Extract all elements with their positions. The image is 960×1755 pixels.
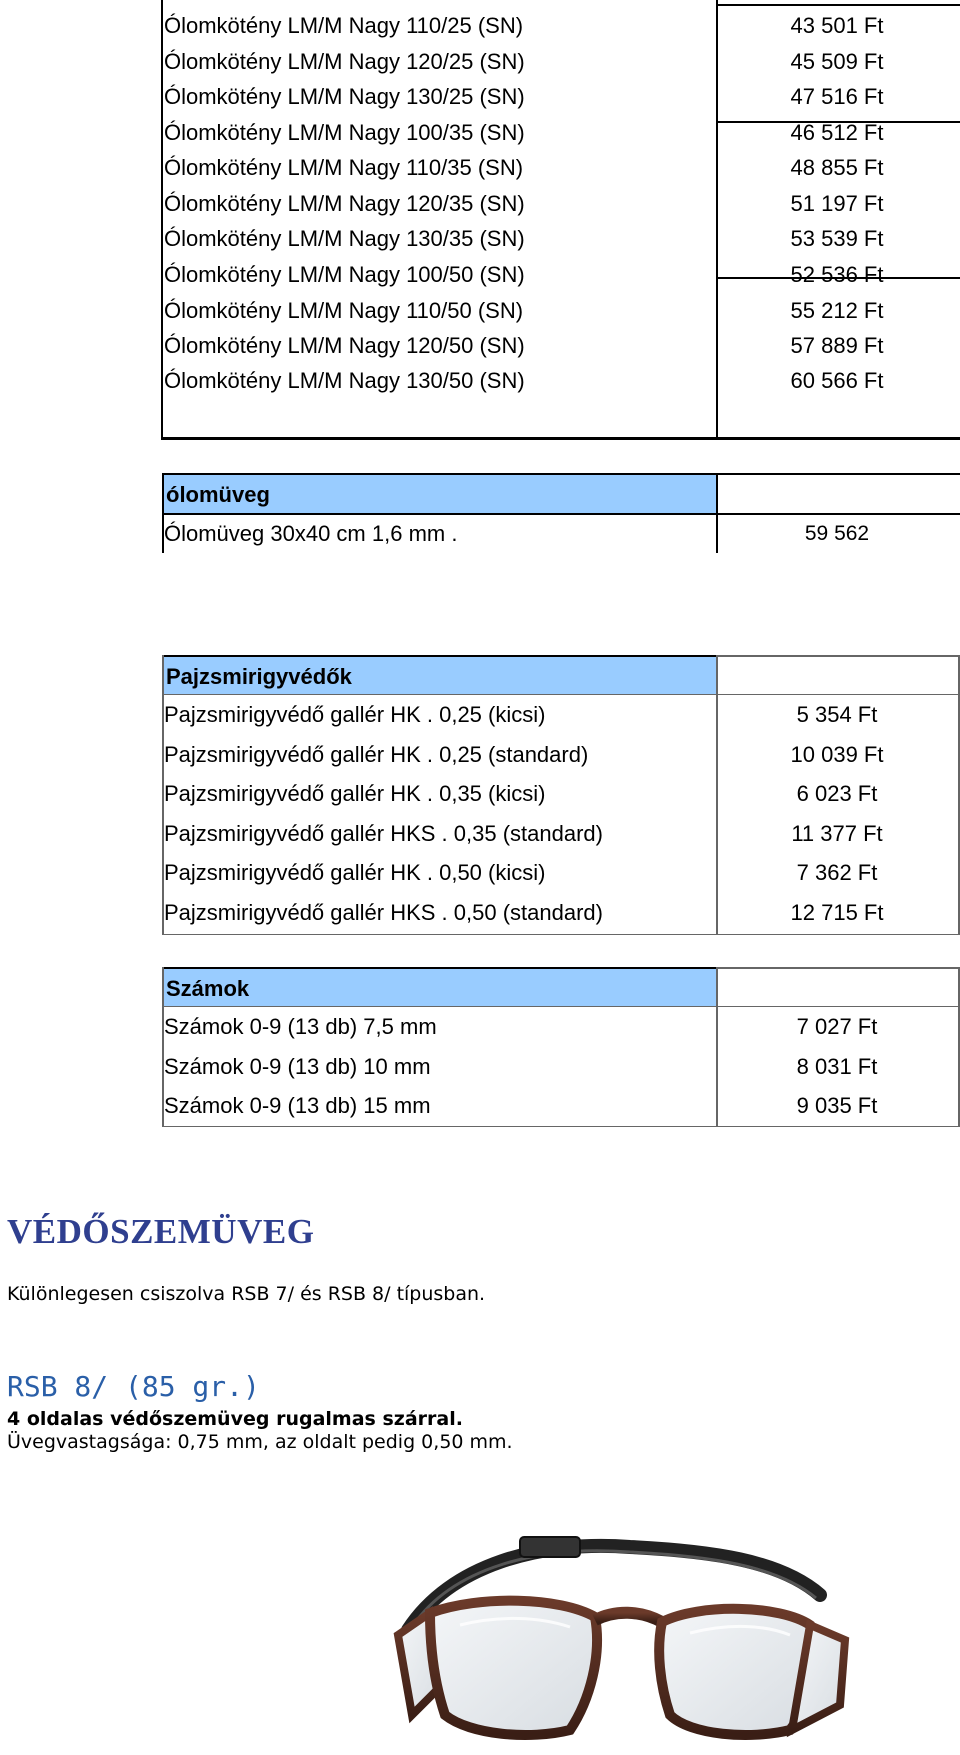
product-name: Számok 0-9 (13 db) 7,5 mm [164,1014,437,1039]
product-price: 6 023 Ft [796,781,878,807]
product-name: Ólomkötény LM/M Nagy 100/35 (SN) [164,120,525,145]
table-row [0,148,960,188]
product-price: 10 039 Ft [790,741,884,767]
product-name: Pajzsmirigyvédő gallér HK . 0,35 (kicsi) [164,781,546,807]
product-price: 48 855 Ft [790,155,884,180]
goggles-title: VÉDŐSZEMÜVEG [7,1212,315,1251]
goggles-intro: Különlegesen csiszolva RSB 7/ és RSB 8/ típusban. [7,1283,486,1305]
table-row [0,326,960,366]
table-row [0,695,960,735]
product-price: 52 536 Ft [790,262,884,287]
product-price: 51 197 Ft [790,191,884,216]
product-name: Ólomkötény LM/M Nagy 130/25 (SN) [164,84,525,109]
table-row [0,77,960,117]
product-name: Ólomkötény LM/M Nagy 110/25 (SN) [164,13,524,38]
product-name: Ólomkötény LM/M Nagy 110/35 (SN) [164,155,524,180]
table-row [0,1007,960,1047]
thyroid-shield-table [0,650,960,940]
lead-glass-header: ólomüveg [162,473,717,513]
product-name: Pajzsmirigyvédő gallér HKS . 0,50 (standard) [164,900,603,925]
product-name: Ólomkötény LM/M Nagy 110/50 (SN) [164,298,524,323]
lead-apron-table [0,0,960,450]
model-detail: Üvegvastagsága: 0,75 mm, az oldalt pedig 0,50 mm. [7,1431,513,1453]
product-price: 9 035 Ft [796,1093,878,1119]
table-row [0,291,960,331]
product-name: Pajzsmirigyvédő gallér HKS . 0,35 (standard) [164,820,603,846]
product-name: Számok 0-9 (13 db) 15 mm [164,1093,431,1119]
safety-goggles-image [390,1525,860,1750]
table-row [0,774,960,814]
table-row [0,514,960,554]
product-name: Pajzsmirigyvédő gallér HK . 0,25 (standard) [164,741,589,767]
product-name: Ólomkötény LM/M Nagy 120/25 (SN) [164,49,525,74]
table-row [0,1086,960,1126]
product-price: 7 027 Ft [796,1014,878,1039]
table-row [0,113,960,153]
table-row [0,735,960,775]
table-row [0,853,960,893]
table-row [0,219,960,259]
product-price: 53 539 Ft [790,226,884,251]
product-name: Ólomkötény LM/M Nagy 120/50 (SN) [164,333,525,358]
numbers-header: Számok [162,967,717,1007]
table-row [0,42,960,82]
lead-glass-table [0,470,960,555]
model-subtitle: 4 oldalas védőszemüveg rugalmas szárral. [7,1408,463,1430]
table-row [0,361,960,401]
product-name: Ólomüveg 30x40 cm 1,6 mm . [164,521,458,546]
product-name: Ólomkötény LM/M Nagy 120/35 (SN) [164,191,525,216]
thyroid-header: Pajzsmirigyvédők [162,655,717,695]
product-price: 47 516 Ft [790,84,884,109]
model-title: RSB 8/ (85 gr.) [7,1370,260,1403]
product-price: 43 501 Ft [790,13,884,38]
product-name: Ólomkötény LM/M Nagy 130/35 (SN) [164,226,525,251]
product-price: 7 362 Ft [796,860,878,886]
product-name: Pajzsmirigyvédő gallér HK . 0,25 (kicsi) [164,702,546,727]
product-name: Pajzsmirigyvédő gallér HK . 0,50 (kicsi) [164,860,546,886]
product-price: 55 212 Ft [790,298,884,323]
product-price: 59 562 [804,522,870,545]
table-row [0,6,960,46]
product-name: Ólomkötény LM/M Nagy 100/50 (SN) [164,262,525,287]
product-price: 12 715 Ft [790,900,884,925]
product-price: 46 512 Ft [790,120,884,145]
product-price: 57 889 Ft [790,333,884,358]
table-row [0,814,960,854]
product-name: Ólomkötény LM/M Nagy 130/50 (SN) [164,368,525,393]
product-price: 5 354 Ft [796,702,878,727]
table-row [0,893,960,933]
product-price: 8 031 Ft [796,1053,878,1079]
product-price: 11 377 Ft [791,820,883,846]
table-row [0,255,960,295]
product-price: 60 566 Ft [790,368,884,393]
product-name: Számok 0-9 (13 db) 10 mm [164,1053,431,1079]
numbers-table [0,962,960,1132]
table-row [0,184,960,224]
product-price: 45 509 Ft [790,49,884,74]
table-row [0,1047,960,1087]
